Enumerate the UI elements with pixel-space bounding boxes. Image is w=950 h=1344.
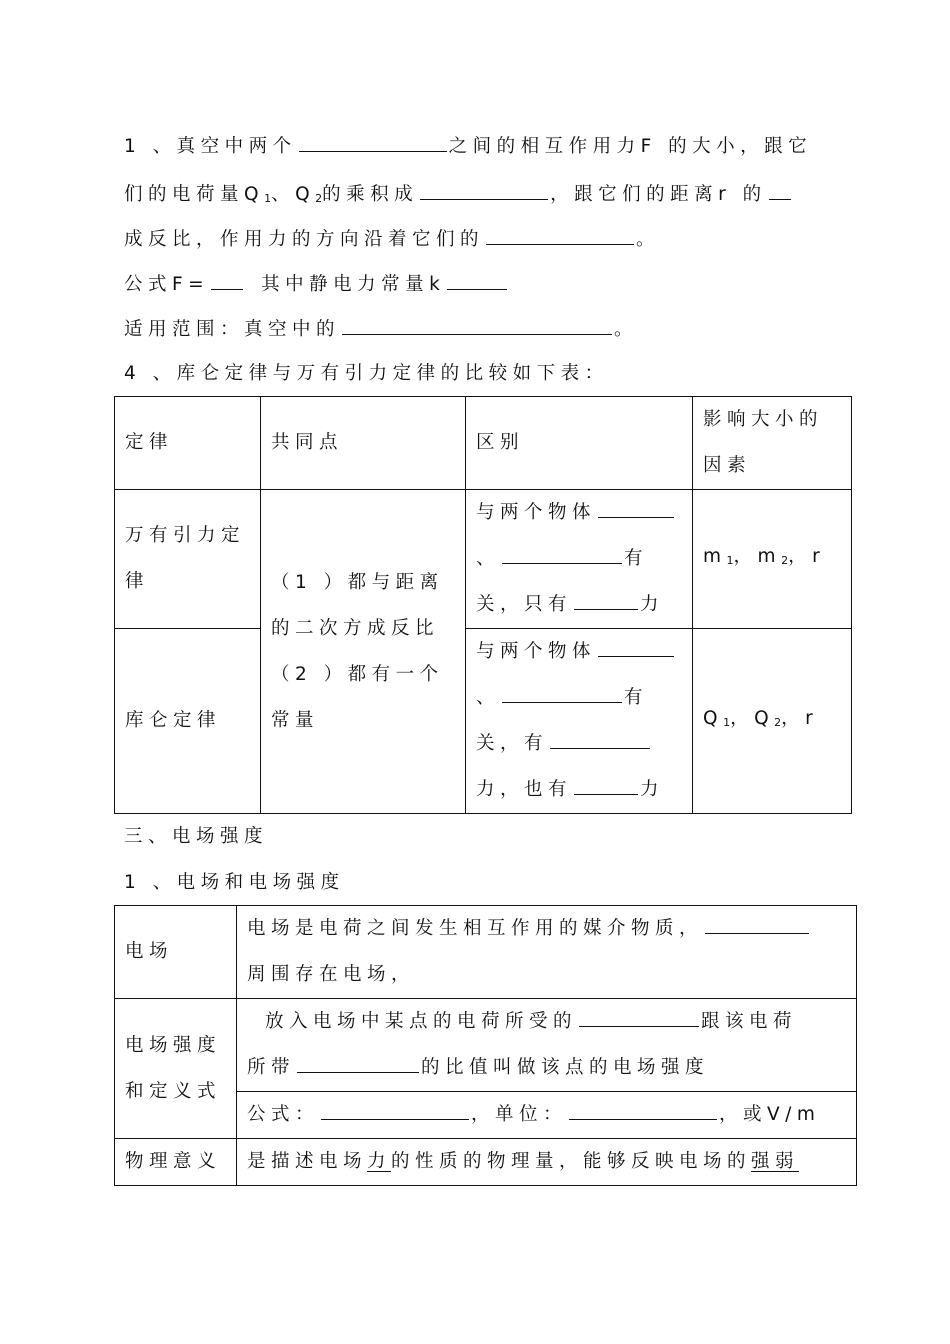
diff-gravity xyxy=(466,490,693,629)
blank-field[interactable] xyxy=(420,181,548,200)
subscript: 2 xyxy=(774,716,782,729)
text: 的乘积成 xyxy=(322,184,419,205)
header-common: 共同点 xyxy=(261,397,466,490)
header-law: 定律 xyxy=(115,397,261,490)
text: 的比值叫做该点的电场强度 xyxy=(421,1057,710,1078)
text: Q xyxy=(703,708,724,729)
blank-field[interactable] xyxy=(299,133,447,152)
subscript: 2 xyxy=(315,192,323,205)
text: 关，有 xyxy=(476,733,549,754)
comparison-title: 4 、库仑定律与万有引力定律的比较如下表： xyxy=(124,363,609,384)
underlined-answer: 强弱 xyxy=(751,1151,800,1172)
blank-field[interactable] xyxy=(598,499,674,518)
blank-field[interactable] xyxy=(598,638,674,657)
formula-line xyxy=(124,271,509,297)
text: ，r xyxy=(788,546,826,567)
factor-coulomb xyxy=(693,629,852,814)
scope-line xyxy=(124,316,638,342)
factor-gravity xyxy=(693,490,852,629)
text: 周围存在电场， xyxy=(247,964,416,985)
text: 力 xyxy=(640,594,665,615)
intensity-label xyxy=(115,999,237,1139)
text: 有 xyxy=(624,687,649,708)
subscript: 1 xyxy=(726,554,734,567)
field-row xyxy=(115,906,857,999)
text: 因素 xyxy=(703,455,752,476)
intensity-desc xyxy=(237,999,857,1092)
text: 跟该电荷 xyxy=(701,1011,798,1032)
text: 公式F= xyxy=(124,274,210,295)
blank-field[interactable] xyxy=(342,316,612,335)
blank-field[interactable] xyxy=(486,226,634,245)
text: 律 xyxy=(125,571,150,592)
text: ，跟它们的距离r 的 xyxy=(550,184,767,205)
text: 关，只有 xyxy=(476,594,573,615)
text: 1 、真空中两个 xyxy=(124,136,297,157)
coulomb-line-1 xyxy=(124,133,812,159)
diff-coulomb xyxy=(466,629,693,814)
blank-field[interactable] xyxy=(769,181,791,200)
blank-field[interactable] xyxy=(447,271,507,290)
text: 所带 xyxy=(247,1057,296,1078)
comparison-table xyxy=(114,396,852,814)
table-row-gravity xyxy=(115,490,852,629)
blank-field[interactable] xyxy=(705,915,809,934)
text: ，r xyxy=(781,708,819,729)
text: （1 ）都与距离 xyxy=(271,571,444,593)
coulomb-line-2 xyxy=(124,181,793,211)
text: 常量 xyxy=(271,709,320,731)
blank-field[interactable] xyxy=(297,1054,419,1073)
text: 影响大小的 xyxy=(703,409,824,430)
text: 力，也有 xyxy=(476,779,573,800)
text: （2 ）都有一个 xyxy=(271,663,444,685)
text: 、Q xyxy=(271,184,316,205)
underlined-answer: 力 xyxy=(367,1151,392,1172)
text: 是描述电场 xyxy=(247,1151,368,1172)
meaning-label: 物理意义 xyxy=(115,1139,237,1186)
text: 电场强度 xyxy=(125,1034,222,1056)
text: m xyxy=(703,546,727,567)
text: 和定义式 xyxy=(125,1080,222,1102)
blank-field[interactable] xyxy=(321,1101,469,1120)
subsection-title: 1 、电场和电场强度 xyxy=(124,872,345,893)
text: ，m xyxy=(733,546,782,567)
formula-cell xyxy=(237,1092,857,1139)
blank-field[interactable] xyxy=(569,1101,717,1120)
blank-field[interactable] xyxy=(574,591,638,610)
table-header-row xyxy=(115,397,852,490)
text: 之间的相互作用力F 的大小，跟它 xyxy=(448,136,813,157)
header-diff: 区别 xyxy=(466,397,693,490)
law-gravity xyxy=(115,490,261,629)
text: 与两个物体 xyxy=(476,641,597,662)
text: 其中静电力常量k xyxy=(261,274,446,295)
text: 与两个物体 xyxy=(476,502,597,523)
blank-field[interactable] xyxy=(579,1008,699,1027)
header-factor xyxy=(693,397,852,490)
law-coulomb: 库仑定律 xyxy=(115,629,261,814)
field-desc xyxy=(237,906,857,999)
text: 的性质的物理量，能够反映电场的 xyxy=(391,1151,752,1172)
meaning-row xyxy=(115,1139,857,1186)
text: 适用范围：真空中的 xyxy=(124,319,341,340)
text: 。 xyxy=(636,229,661,250)
common-points xyxy=(261,490,466,814)
text: ，或V/m xyxy=(719,1104,821,1125)
text: 力 xyxy=(640,779,665,800)
text: ，Q xyxy=(730,708,775,729)
table-row-coulomb xyxy=(115,629,852,814)
blank-field[interactable] xyxy=(550,730,650,749)
section-title: 三、电场强度 xyxy=(124,826,269,847)
text: 、 xyxy=(476,548,501,569)
blank-field[interactable] xyxy=(502,684,622,703)
text: 公式： xyxy=(247,1104,320,1125)
text: 万有引力定 xyxy=(125,525,246,546)
subscript: 1 xyxy=(723,716,731,729)
text: 、 xyxy=(476,687,501,708)
meaning-desc xyxy=(237,1139,857,1186)
field-label: 电场 xyxy=(115,906,237,999)
text: 的二次方成反比 xyxy=(271,617,440,639)
intensity-row xyxy=(115,999,857,1092)
subscript: 1 xyxy=(264,192,272,205)
blank-field[interactable] xyxy=(211,271,243,290)
text: 们的电荷量Q xyxy=(124,184,265,205)
text: 电场是电荷之间发生相互作用的媒介物质， xyxy=(247,918,704,939)
text: 有 xyxy=(624,548,649,569)
field-table xyxy=(114,905,857,1186)
text: 放入电场中某点的电荷所受的 xyxy=(265,1011,578,1032)
text: 。 xyxy=(614,319,639,340)
blank-field[interactable] xyxy=(502,545,622,564)
coulomb-line-3 xyxy=(124,226,660,252)
blank-field[interactable] xyxy=(574,776,638,795)
subscript: 2 xyxy=(781,554,789,567)
text: ，单位： xyxy=(471,1104,568,1125)
text: 成反比，作用力的方向沿着它们的 xyxy=(124,229,485,250)
